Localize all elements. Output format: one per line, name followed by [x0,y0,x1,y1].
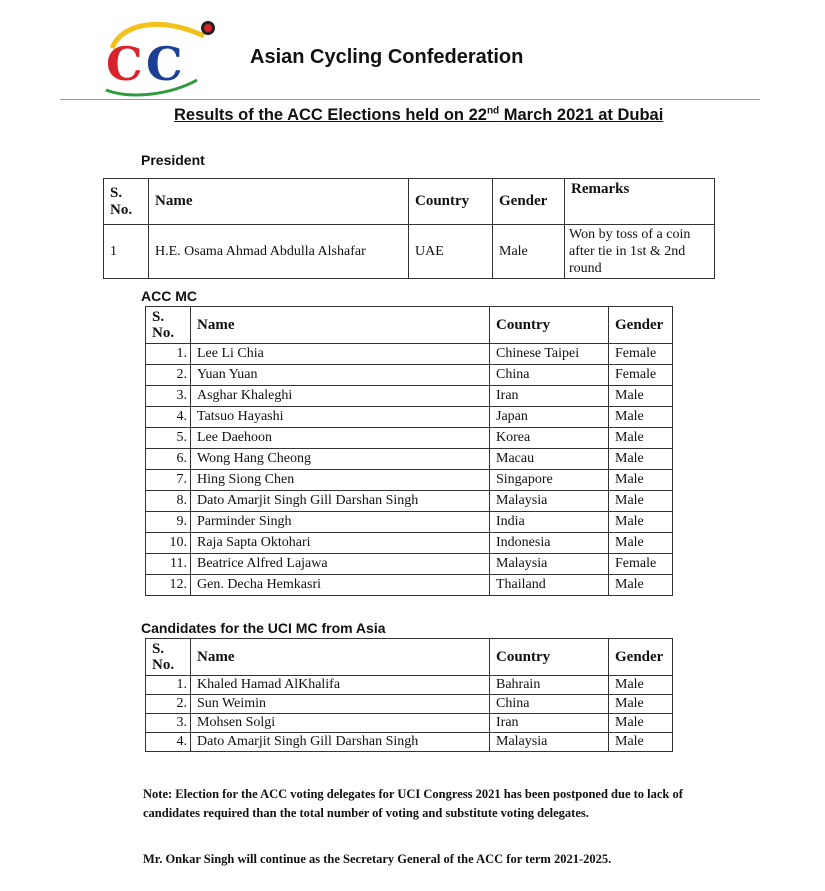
cell-country: India [490,512,609,533]
column-header-gender: Gender [609,307,673,344]
cell-country: Iran [490,386,609,407]
table-row [146,575,673,596]
cell-sno: 6. [146,449,191,470]
cell-country: Korea [490,428,609,449]
cell-name: Hing Siong Chen [191,470,490,491]
cell-sno: 3. [146,386,191,407]
table-row [146,714,673,733]
cell-name: H.E. Osama Ahmad Abdulla Alshafar [149,225,409,279]
cell-gender: Female [609,344,673,365]
acc-logo [92,18,222,98]
cell-name: Raja Sapta Oktohari [191,533,490,554]
cell-gender: Male [609,676,673,695]
cell-country: Singapore [490,470,609,491]
table-row [146,365,673,386]
cell-gender: Male [609,386,673,407]
table-row [146,512,673,533]
cell-name: Khaled Hamad AlKhalifa [191,676,490,695]
cell-country: Bahrain [490,676,609,695]
cell-name: Asghar Khaleghi [191,386,490,407]
table-row [146,554,673,575]
table-header-row [146,307,673,344]
cell-gender: Male [609,491,673,512]
cell-gender: Male [609,533,673,554]
cell-sno: 1. [146,676,191,695]
cell-country: Iran [490,714,609,733]
cell-sno: 11. [146,554,191,575]
svg-text:C: C [106,37,143,91]
cell-country: UAE [409,225,493,279]
cell-sno: 9. [146,512,191,533]
column-header-country: Country [490,307,609,344]
cell-country: Malaysia [490,554,609,575]
header-divider [60,99,760,100]
cell-name: Parminder Singh [191,512,490,533]
column-header-name: Name [149,179,409,225]
cell-name: Wong Hang Cheong [191,449,490,470]
column-header-gender: Gender [609,639,673,676]
column-header-remarks: Remarks [565,179,715,225]
table-header-row [104,179,715,225]
cell-country: Japan [490,407,609,428]
table-row [146,344,673,365]
election-note: Note: Election for the ACC voting delegates for UCI Congress 2021 has been postponed due to lack of candidates required than the total number of voting and substitute voting delegates. [143,787,683,820]
uci-mc-section-label: Candidates for the UCI MC from Asia [141,620,386,636]
acc-mc-section-label: ACC MC [141,288,197,304]
cell-name: Beatrice Alfred Lajawa [191,554,490,575]
cell-sno: 10. [146,533,191,554]
column-header-name: Name [191,639,490,676]
cell-gender: Male [609,714,673,733]
table-row [146,428,673,449]
column-header-sno: S. No. [104,179,149,225]
cell-country: Chinese Taipei [490,344,609,365]
cell-sno: 2. [146,695,191,714]
cell-name: Sun Weimin [191,695,490,714]
cell-name: Dato Amarjit Singh Gill Darshan Singh [191,733,490,752]
table-row [146,733,673,752]
column-header-sno: S. No. [146,639,191,676]
cell-name: Dato Amarjit Singh Gill Darshan Singh [191,491,490,512]
president-section-label: President [141,152,205,168]
svg-text:C: C [146,37,183,91]
cell-sno: 5. [146,428,191,449]
cell-country: China [490,365,609,386]
table-header-row [146,639,673,676]
closing-statement: Mr. Onkar Singh will continue as the Secretary General of the ACC for term 2021-2025. [143,852,612,866]
uci-mc-table [145,638,673,752]
document-title: Results of the ACC Elections held on 22nd March 2021 at Dubai [174,105,664,124]
cell-sno: 1. [146,344,191,365]
column-header-country: Country [409,179,493,225]
table-row [146,470,673,491]
table-row [146,695,673,714]
column-header-gender: Gender [493,179,565,225]
cell-country: Malaysia [490,491,609,512]
cell-gender: Male [609,470,673,491]
cell-gender: Female [609,554,673,575]
cell-gender: Female [609,365,673,386]
column-header-name: Name [191,307,490,344]
cell-country: Thailand [490,575,609,596]
cell-sno: 1 [104,225,149,279]
cell-country: Indonesia [490,533,609,554]
column-header-country: Country [490,639,609,676]
cell-sno: 12. [146,575,191,596]
cell-country: Macau [490,449,609,470]
cell-name: Mohsen Solgi [191,714,490,733]
cell-gender: Male [609,428,673,449]
cell-name: Tatsuo Hayashi [191,407,490,428]
acc-mc-table [145,306,673,596]
organization-name: Asian Cycling Confederation [250,46,524,68]
cell-name: Lee Daehoon [191,428,490,449]
cell-name: Lee Li Chia [191,344,490,365]
cell-gender: Male [609,733,673,752]
table-row [146,449,673,470]
cell-name: Yuan Yuan [191,365,490,386]
cell-remarks: Won by toss of a coin after tie in 1st & 2nd round [565,225,715,279]
cell-gender: Male [609,512,673,533]
table-row [146,676,673,695]
cell-gender: Male [609,575,673,596]
cell-gender: Male [609,695,673,714]
cell-sno: 3. [146,714,191,733]
cell-country: Malaysia [490,733,609,752]
cell-country: China [490,695,609,714]
cell-gender: Male [493,225,565,279]
table-row [146,491,673,512]
cell-sno: 8. [146,491,191,512]
table-row [146,533,673,554]
cell-gender: Male [609,407,673,428]
cell-sno: 4. [146,407,191,428]
table-row [146,407,673,428]
column-header-sno: S. No. [146,307,191,344]
cell-name: Gen. Decha Hemkasri [191,575,490,596]
cell-gender: Male [609,449,673,470]
cell-sno: 2. [146,365,191,386]
cell-sno: 4. [146,733,191,752]
president-table [103,178,715,279]
table-row [104,225,715,279]
table-row [146,386,673,407]
cell-sno: 7. [146,470,191,491]
